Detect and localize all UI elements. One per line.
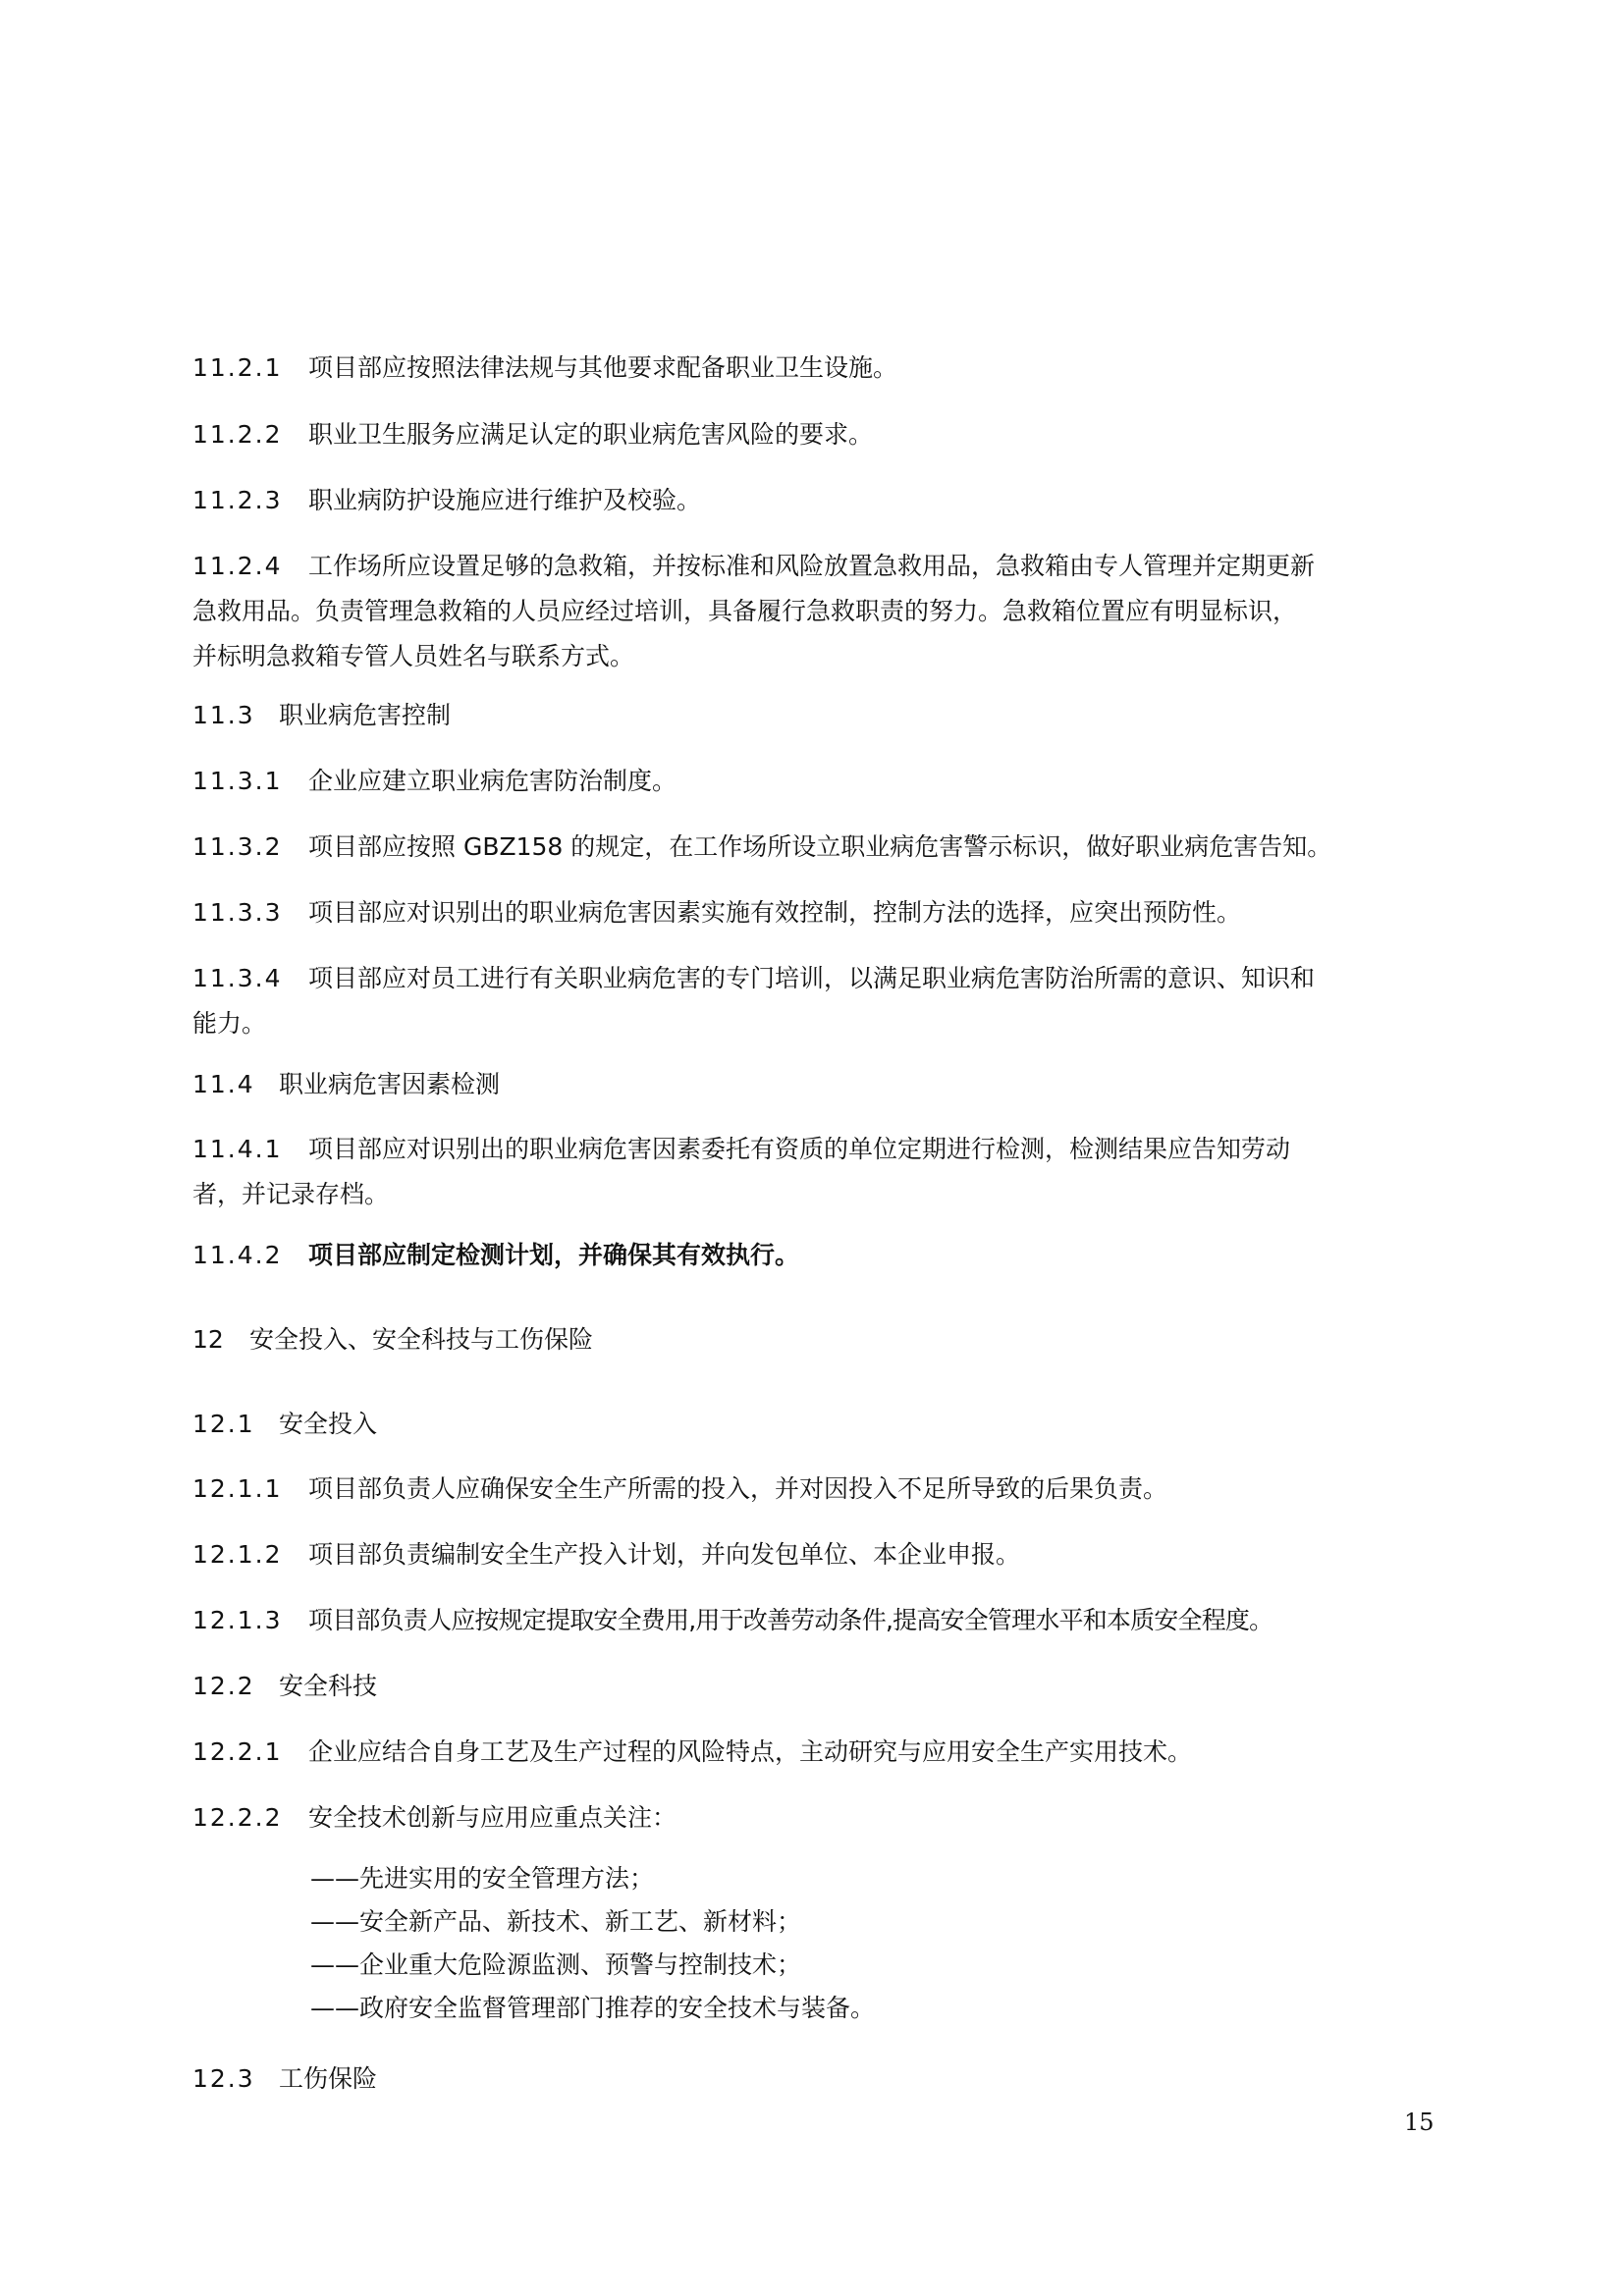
section-heading-12-1	[192, 1402, 1489, 1447]
clause-text-line: 并标明急救箱专管人员姓名与联系方式。	[192, 642, 635, 670]
clause-11-2-2	[192, 412, 1489, 457]
clause-11-2-1	[192, 346, 1489, 391]
clause-12-1-1	[192, 1467, 1489, 1512]
chapter-title: 安全投入、安全科技与工伤保险	[249, 1325, 594, 1354]
section-heading-12-3	[192, 2056, 1489, 2102]
clause-text: 项目部应按照 GBZ158 的规定，在工作场所设立职业病危害警示标识，做好职业病危害告知。	[308, 832, 1332, 861]
clause-11-3-3	[192, 890, 1489, 935]
clause-11-4-2	[192, 1233, 1489, 1278]
clause-number: 11.3.3	[192, 898, 283, 927]
clause-text: 安全技术创新与应用应重点关注：	[308, 1803, 677, 1832]
page-number: 15	[1404, 2109, 1435, 2136]
section-number: 11.4	[192, 1070, 255, 1098]
clause-number: 12.1.3	[192, 1606, 283, 1634]
section-number: 12.3	[192, 2064, 255, 2093]
clause-11-3-1	[192, 759, 1489, 804]
section-heading-11-4	[192, 1062, 1489, 1107]
list-item: ——政府安全监督管理部门推荐的安全技术与装备。	[310, 1994, 876, 2022]
section-title: 安全科技	[279, 1672, 378, 1700]
clause-text: 项目部负责编制安全生产投入计划，并向发包单位、本企业申报。	[308, 1540, 1021, 1569]
clause-11-3-4	[192, 956, 1489, 1046]
clause-number: 11.2.2	[192, 420, 283, 449]
clause-text: 企业应结合自身工艺及生产过程的风险特点，主动研究与应用安全生产实用技术。	[308, 1737, 1193, 1766]
clause-text-line: 项目部应对识别出的职业病危害因素委托有资质的单位定期进行检测，检测结果应告知劳动	[308, 1135, 1291, 1163]
clause-text: 职业卫生服务应满足认定的职业病危害风险的要求。	[308, 420, 874, 449]
clause-number: 11.2.1	[192, 353, 283, 382]
section-number: 12.1	[192, 1410, 255, 1438]
section-title: 职业病危害控制	[279, 701, 452, 729]
clause-number: 11.2.3	[192, 486, 283, 514]
clause-11-2-4	[192, 544, 1489, 679]
section-heading-11-3	[192, 693, 1489, 738]
section-title: 工伤保险	[279, 2064, 378, 2093]
clause-text-line: 项目部应对员工进行有关职业病危害的专门培训，以满足职业病危害防治所需的意识、知识和	[308, 964, 1316, 992]
clause-number: 11.3.4	[192, 964, 283, 992]
section-number: 12.2	[192, 1672, 255, 1700]
clause-text-line: 能力。	[192, 1009, 267, 1038]
clause-text: 职业病防护设施应进行维护及校验。	[308, 486, 702, 514]
section-title: 安全投入	[279, 1410, 378, 1438]
clause-text: 项目部负责人应确保安全生产所需的投入，并对因投入不足所导致的后果负责。	[308, 1474, 1168, 1503]
clause-text: 项目部负责人应按规定提取安全费用,用于改善劳动条件,提高安全管理水平和本质安全程度。	[308, 1606, 1273, 1634]
section-title: 职业病危害因素检测	[279, 1070, 501, 1098]
clause-11-3-2	[192, 825, 1489, 870]
chapter-number: 12	[192, 1325, 224, 1354]
clause-11-4-1	[192, 1127, 1489, 1217]
clause-text-line: 工作场所应设置足够的急救箱，并按标准和风险放置急救用品，急救箱由专人管理并定期更新	[308, 552, 1316, 580]
clause-number: 11.2.4	[192, 552, 283, 580]
clause-number: 11.3.1	[192, 767, 283, 795]
clause-number: 12.2.1	[192, 1737, 283, 1766]
clause-text-line: 者，并记录存档。	[192, 1180, 390, 1208]
clause-number: 12.1.2	[192, 1540, 283, 1569]
chapter-heading-12	[192, 1317, 1489, 1362]
clause-number: 12.2.2	[192, 1803, 283, 1832]
clause-12-1-2	[192, 1532, 1489, 1577]
clause-text: 项目部应制定检测计划，并确保其有效执行。	[308, 1241, 800, 1269]
section-number: 11.3	[192, 701, 255, 729]
section-heading-12-2	[192, 1664, 1489, 1709]
clause-12-2-1	[192, 1730, 1489, 1775]
list-item: ——企业重大危险源监测、预警与控制技术；	[310, 1950, 802, 1979]
clause-number: 11.4.1	[192, 1135, 283, 1163]
clause-text: 项目部应对识别出的职业病危害因素实施有效控制，控制方法的选择，应突出预防性。	[308, 898, 1242, 927]
clause-12-1-3	[192, 1598, 1489, 1643]
clause-number: 11.3.2	[192, 832, 283, 861]
clause-text-line: 急救用品。负责管理急救箱的人员应经过培训，具备履行急救职责的努力。急救箱位置应有明显标识，	[192, 597, 1298, 625]
clause-number: 11.4.2	[192, 1241, 283, 1269]
clause-12-2-2	[192, 1795, 1489, 1841]
list-item: ——先进实用的安全管理方法；	[310, 1864, 655, 1893]
clause-number: 12.1.1	[192, 1474, 283, 1503]
list-item: ——安全新产品、新技术、新工艺、新材料；	[310, 1907, 802, 1936]
clause-11-2-3	[192, 478, 1489, 523]
clause-text: 项目部应按照法律法规与其他要求配备职业卫生设施。	[308, 353, 898, 382]
clause-text: 企业应建立职业病危害防治制度。	[308, 767, 677, 795]
